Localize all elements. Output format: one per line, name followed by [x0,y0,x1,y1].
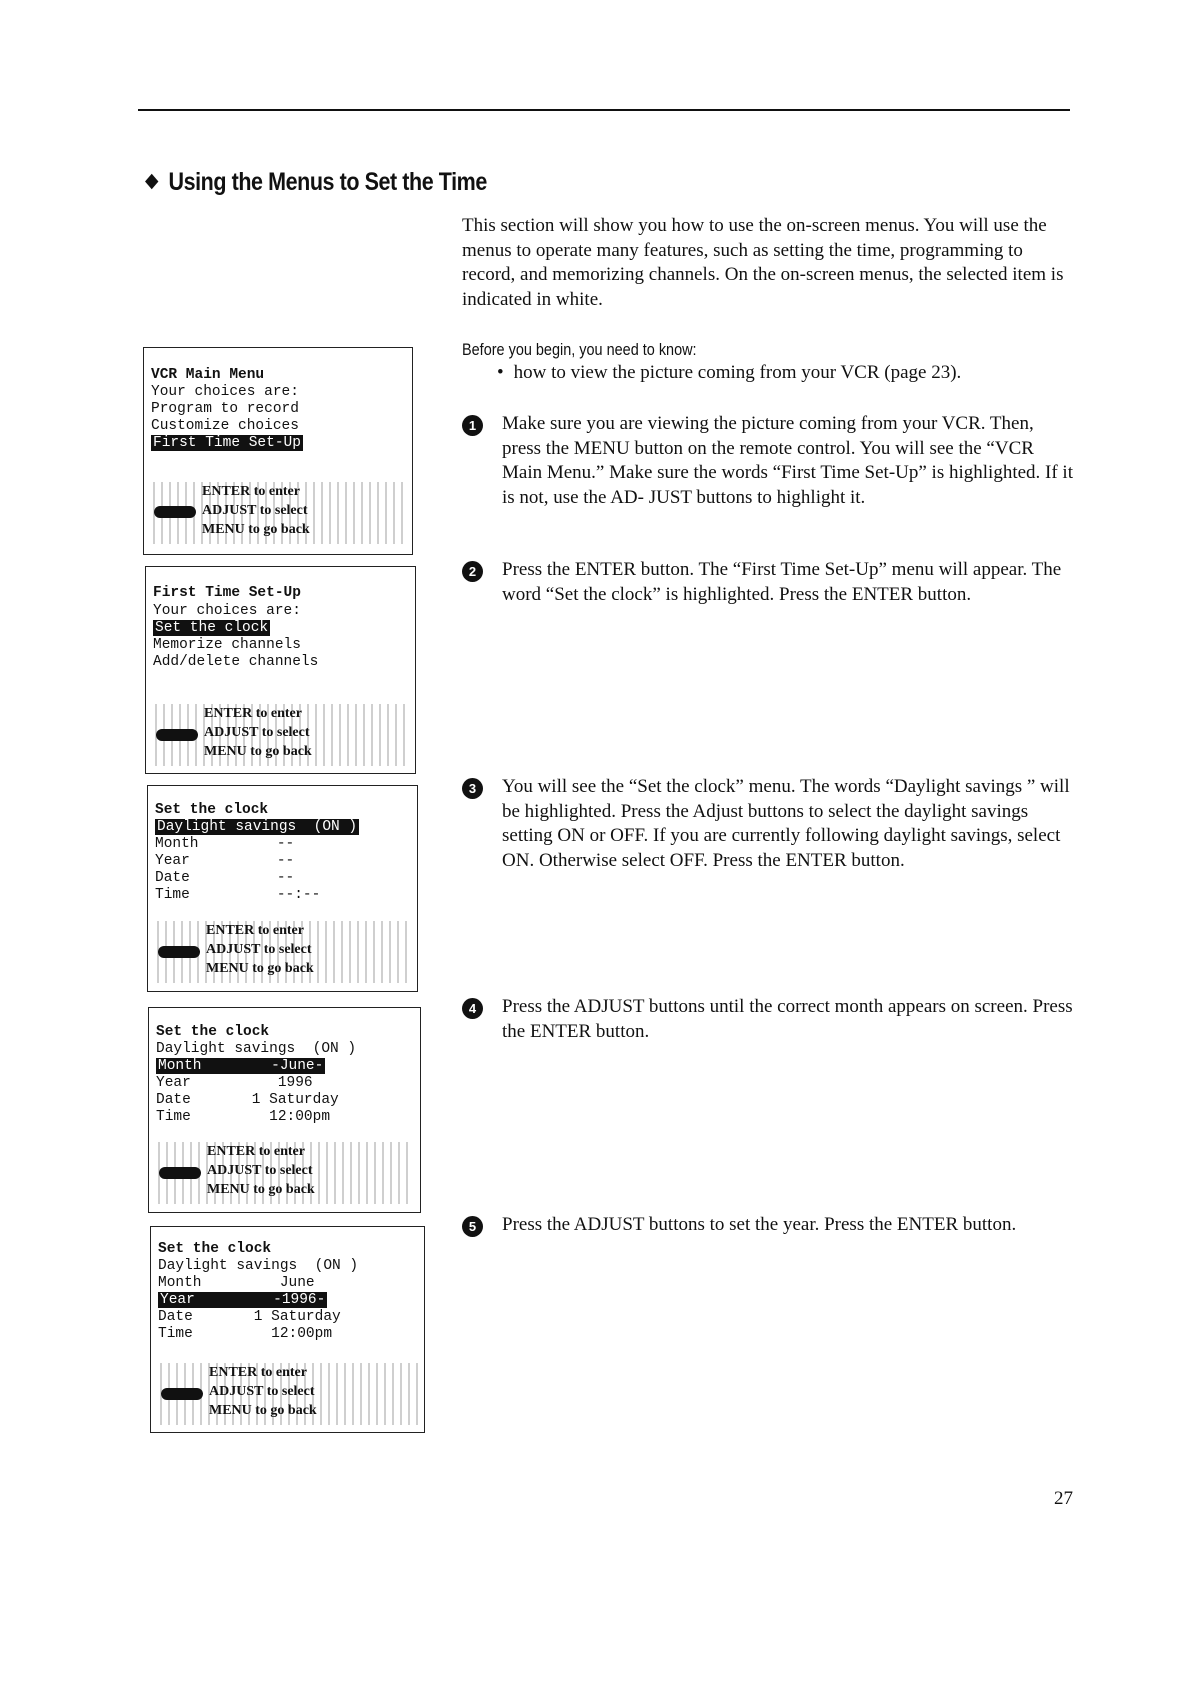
screen-hint: ADJUST to select [209,1384,315,1399]
step-number-icon: 5 [462,1216,483,1237]
screen-hint: ENTER to enter [202,484,300,499]
step-5 [462,1213,1077,1238]
step-1 [462,412,1077,510]
screen-line: Your choices are: [153,603,301,619]
screen-hint: ENTER to enter [206,923,304,938]
screen-vcr-main-menu [143,347,413,555]
screen-line: Month -- [155,836,295,852]
screen-line: Year 1996 [156,1075,313,1091]
screen-title: Set the clock [155,802,269,818]
screen-set-clock-daylight [147,785,418,992]
adjust-button-icon [161,1388,203,1400]
daylight-savings-row: Daylight savings (ON ) [157,819,358,835]
screen-line: Date -- [155,870,295,886]
screen-hint: MENU to go back [207,1182,315,1197]
screen-hint: ENTER to enter [209,1365,307,1380]
step-2 [462,558,1077,607]
step-text: Press the ADJUST buttons until the correct month appears on screen. Press the ENTER button. [502,996,1073,1042]
top-rule [138,109,1070,111]
screen-hint: MENU to go back [206,961,314,976]
screen-line: Date 1 Saturday [158,1309,341,1325]
step-4 [462,995,1077,1044]
step-text: Press the ENTER button. The “First Time Set-Up” menu will appear. The word “Set the clock” is highlighted. Press the ENTER button. [502,559,1062,605]
screen-line: Month June [158,1275,315,1291]
before-list-item [497,362,961,384]
adjust-button-icon [158,946,200,958]
screen-line: Program to record [151,401,299,417]
screen-line: Date 1 Saturday [156,1092,339,1108]
screen-title: First Time Set-Up [153,585,301,601]
bullet-icon: • [497,362,504,383]
diamond-bullet-icon [145,174,158,190]
before-item-text: how to view the picture coming from your VCR (page 23). [513,362,962,383]
step-text: You will see the “Set the clock” menu. The words “Daylight savings ” will be highlighted. Press the Adjust buttons to select the daylight savings setting ON or OFF. If you are currently following daylight savings, select ON. Otherwise select OFF. Press the ENTER button. [502,776,1070,871]
screen-line: Time 12:00pm [156,1109,331,1125]
before-heading: Before you begin, you need to know: [462,340,697,359]
screen-title: Set the clock [158,1241,272,1257]
screen-line: Customize choices [151,418,299,434]
screen-set-clock-year [150,1226,425,1433]
screen-line: Year -- [155,853,295,869]
step-number-icon: 3 [462,778,483,799]
step-number-icon: 2 [462,561,483,582]
screen-line: Your choices are: [151,384,299,400]
step-3 [462,775,1077,873]
screen-hint: ADJUST to select [206,942,312,957]
screen-highlighted-item: Month -June- [158,1058,324,1074]
adjust-button-icon [154,506,196,518]
screen-hint: MENU to go back [204,744,312,759]
screen-hint: ADJUST to select [204,725,310,740]
section-title-text: Using the Menus to Set the Time [168,168,487,196]
screen-line: Memorize channels [153,637,301,653]
screen-hint: MENU to go back [209,1403,317,1418]
adjust-button-icon [156,729,198,741]
screen-highlighted-item: Year -1996- [160,1292,326,1308]
screen-hint: ADJUST to select [207,1163,313,1178]
screen-highlighted-item: First Time Set-Up [153,435,301,451]
screen-hint: ENTER to enter [207,1144,305,1159]
step-number-icon: 1 [462,415,483,436]
screen-line: Daylight savings (ON ) [158,1258,359,1274]
intro-paragraph: This section will show you how to use the on-screen menus. You will use the menus to operate many features, such as setting the time, programming to record, and memorizing channels. On the on-screen menus, the selected item is indicated in white. [462,215,1064,310]
page-number: 27 [1054,1488,1073,1509]
section-title [147,168,487,197]
step-number-icon: 4 [462,998,483,1019]
screen-set-clock-month [148,1007,421,1213]
screen-line: Daylight savings (ON ) [156,1041,357,1057]
screen-title: Set the clock [156,1024,270,1040]
screen-hint: MENU to go back [202,522,310,537]
screen-highlighted-item [155,819,359,835]
screen-hint: ADJUST to select [202,503,308,518]
screen-highlighted-item: Set the clock [155,620,269,636]
adjust-button-icon [159,1167,201,1179]
screen-first-time-setup [145,566,416,774]
screen-line: Add/delete channels [153,654,319,670]
step-text: Press the ADJUST buttons to set the year. Press the ENTER button. [502,1214,1017,1235]
screen-title: VCR Main Menu [151,367,265,383]
step-text: Make sure you are viewing the picture coming from your VCR. Then, press the MENU button on the remote control. You will see the “VCR Main Menu.” Make sure the words “First Time Set-Up” is highlighted. If it is not, use the AD- JUST buttons to highlight it. [502,413,1073,508]
screen-line: Time --:-- [155,887,321,903]
screen-hint: ENTER to enter [204,706,302,721]
screen-line: Time 12:00pm [158,1326,333,1342]
